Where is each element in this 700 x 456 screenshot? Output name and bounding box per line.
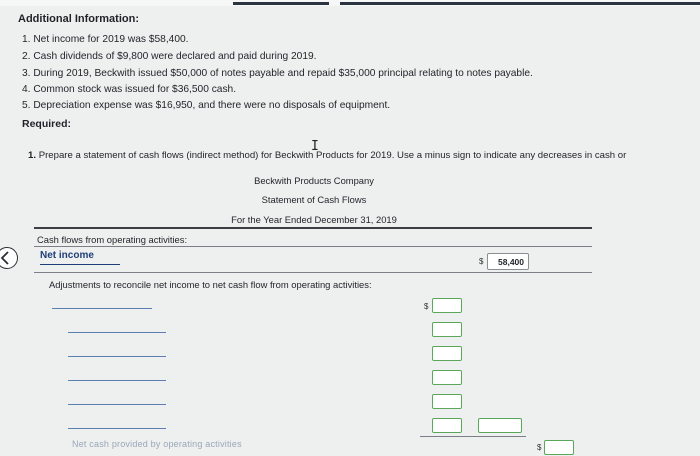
adjustment-amount-1[interactable] [432, 298, 462, 313]
adjustment-amount-2[interactable] [432, 322, 462, 337]
info-item: 5. Depreciation expense was $16,950, and there were no disposals of equipment. [22, 100, 391, 111]
adjustment-entry-6[interactable] [68, 428, 166, 429]
top-tab-indicator [233, 2, 329, 5]
statement-period: For the Year Ended December 31, 2019 [231, 214, 397, 225]
currency-symbol: $ [479, 257, 484, 266]
net-income-label: Net income [40, 250, 94, 261]
info-item: 4. Common stock was issued for $36,500 cash. [22, 84, 237, 95]
adjustment-entry-2[interactable] [68, 332, 166, 333]
adjustments-label: Adjustments to reconcile net income to net cash flow from operating activities: [49, 279, 372, 290]
header-rule [34, 227, 592, 229]
text-cursor-icon: I [311, 139, 319, 154]
row-rule [34, 272, 592, 273]
info-item: 1. Net income for 2019 was $58,400. [22, 34, 189, 45]
net-cash-operating-amount[interactable] [544, 440, 574, 455]
question-body: Prepare a statement of cash flows (indirect method) for Beckwith Products for 2019. Use a minus sign to indicate any decreases in cash or [38, 150, 627, 161]
chevron-left-icon[interactable] [0, 247, 18, 269]
operating-activities-header: Cash flows from operating activities: [37, 234, 188, 245]
adjustment-entry-1[interactable] [52, 308, 152, 309]
statement-title: Statement of Cash Flows [261, 194, 367, 205]
top-progress-bar [340, 2, 700, 5]
net-income-amount[interactable]: 58,400 [487, 253, 529, 270]
currency-symbol: $ [424, 302, 429, 311]
adjustment-amount-6[interactable] [432, 418, 462, 433]
adjustment-entry-4[interactable] [68, 380, 166, 381]
info-item: 3. During 2019, Beckwith issued $50,000 of notes payable and repaid $35,000 principal relating to notes payable. [22, 68, 533, 79]
company-name: Beckwith Products Company [254, 175, 374, 186]
adjustment-entry-5[interactable] [68, 404, 166, 405]
info-item: 2. Cash dividends of $9,800 were declared and paid during 2019. [22, 51, 317, 62]
adjustment-amount-3[interactable] [432, 346, 462, 361]
additional-info-heading: Additional Information: [18, 13, 139, 25]
question-text [28, 150, 626, 161]
question-number: 1. [28, 150, 37, 161]
net-income-underline [40, 264, 120, 265]
adjustment-amount-5[interactable] [432, 394, 462, 409]
required-label: Required: [22, 118, 72, 130]
adjustment-amount-4[interactable] [432, 370, 462, 385]
adjustment-entry-3[interactable] [68, 356, 166, 357]
row-rule [34, 246, 592, 247]
subtotal-rule [420, 436, 526, 437]
currency-symbol: $ [537, 443, 542, 452]
total-adjustments-amount[interactable] [478, 418, 522, 433]
net-cash-operating-label: Net cash provided by operating activities [72, 439, 242, 449]
